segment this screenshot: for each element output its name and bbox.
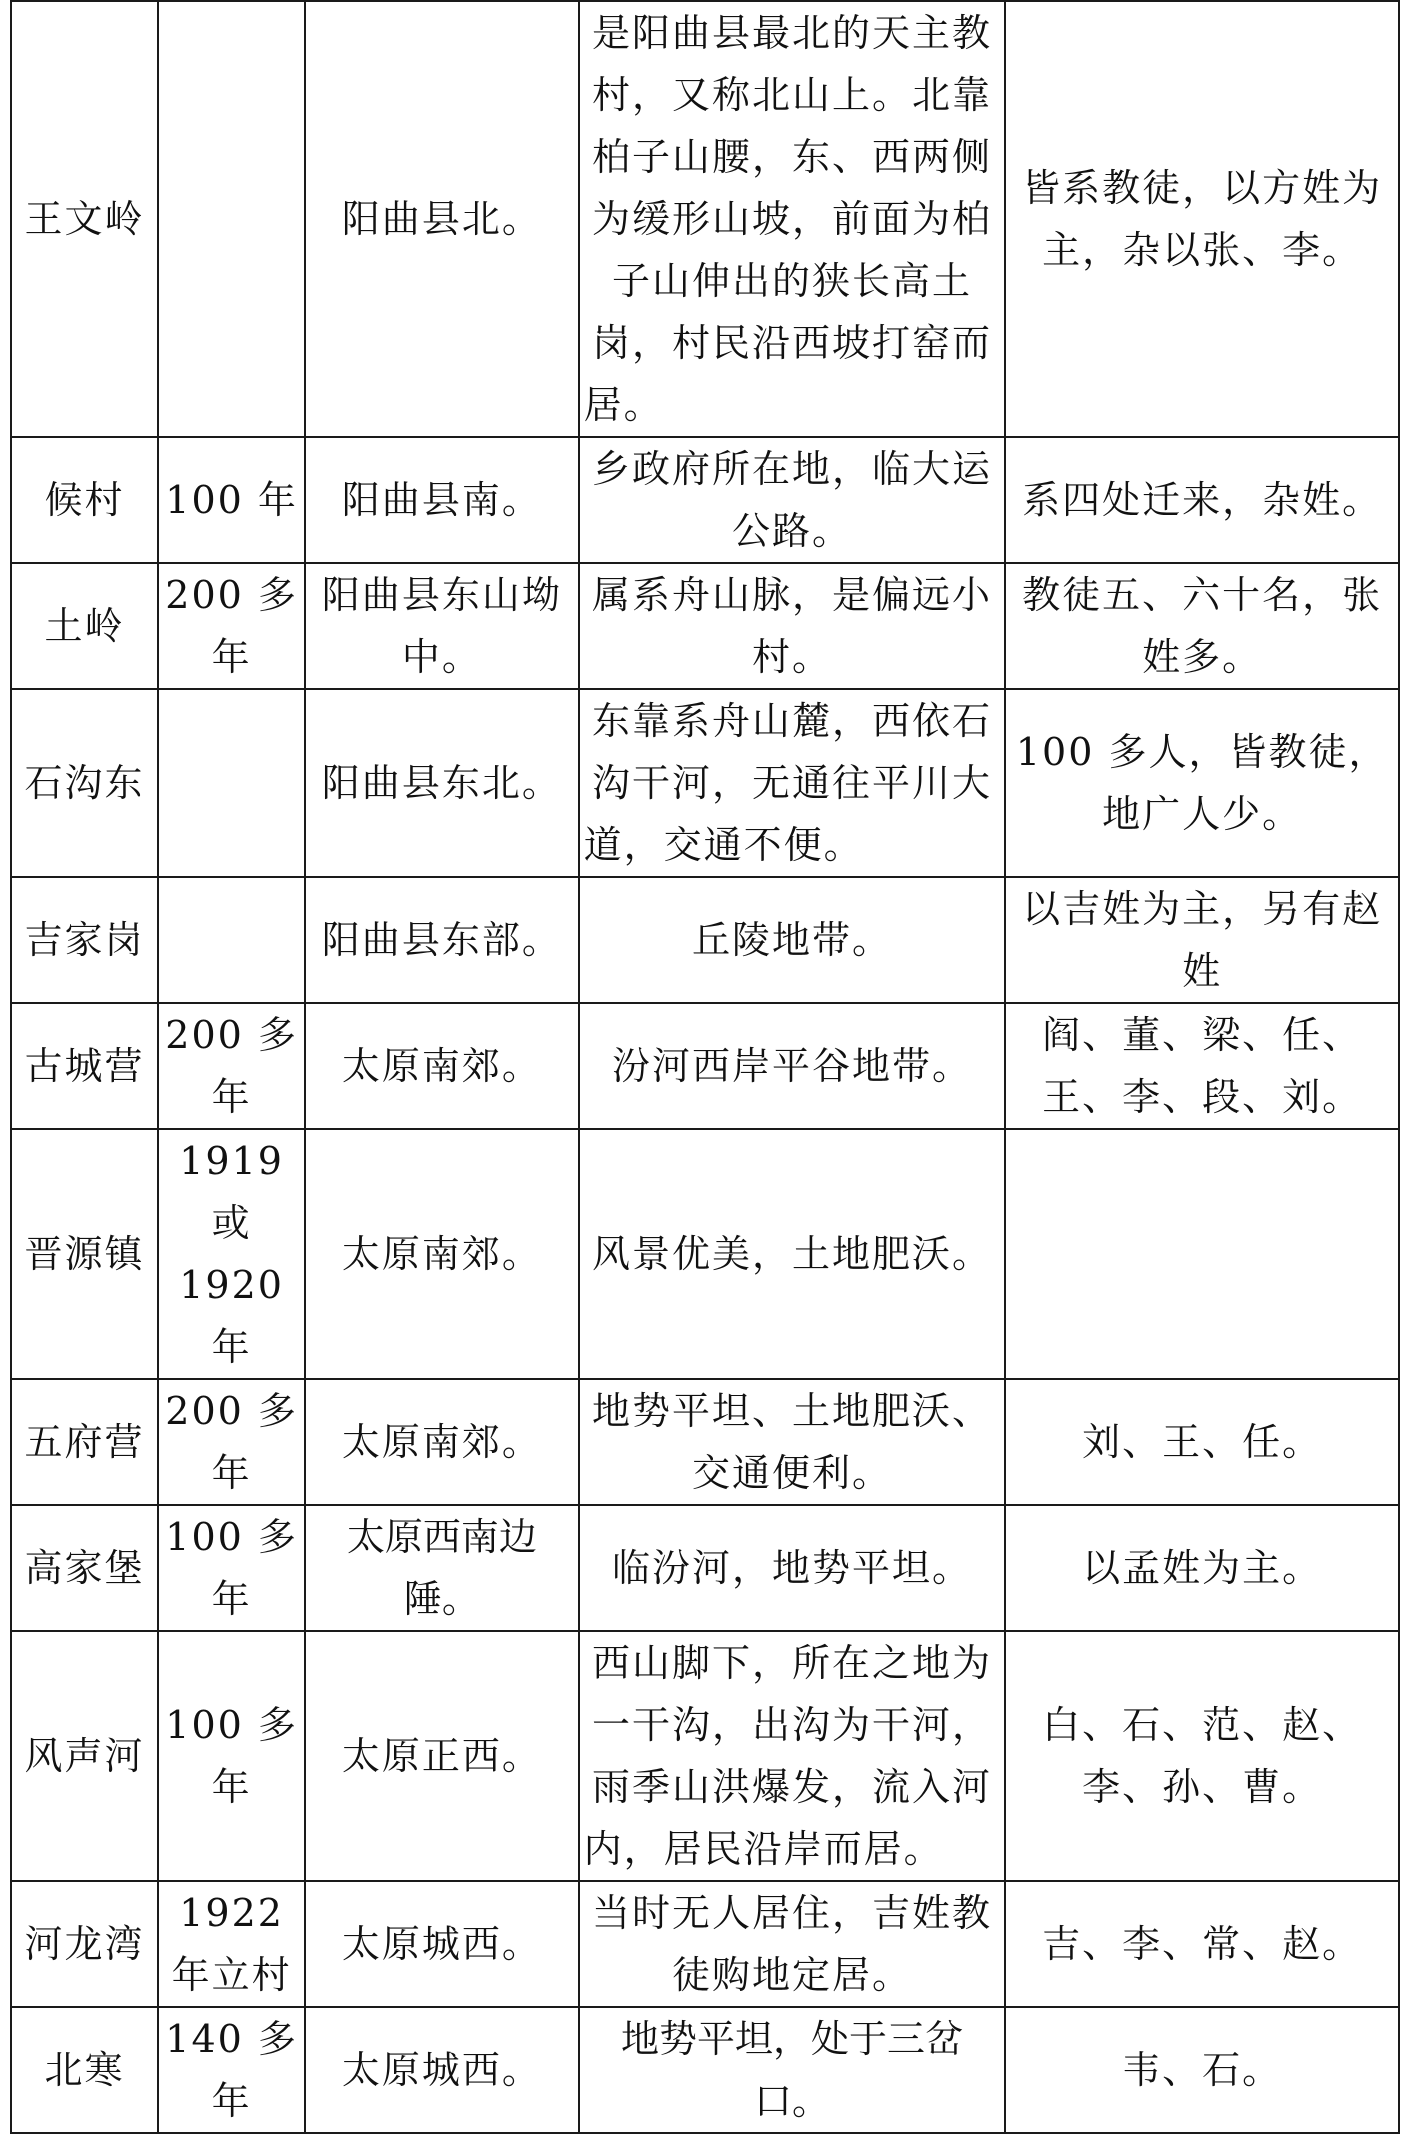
cell-residents: 白、石、范、赵、李、孙、曹。 (1005, 1631, 1399, 1881)
cell-location: 太原南郊。 (305, 1129, 578, 1379)
cell-terrain: 东靠系舟山麓，西依石沟干河，无通往平川大道，交通不便。 (579, 689, 1006, 877)
cell-age (158, 689, 305, 877)
cell-location: 太原西南边陲。 (305, 1505, 578, 1631)
cell-location: 阳曲县南。 (305, 437, 578, 563)
cell-terrain: 西山脚下，所在之地为一干沟，出沟为干河，雨季山洪爆发，流入河内，居民沿岸而居。 (579, 1631, 1006, 1881)
table-row (11, 1129, 1399, 1379)
cell-age: 100 年 (158, 437, 305, 563)
cell-terrain: 地势平坦，处于三岔口。 (579, 2007, 1006, 2133)
cell-residents: 刘、王、任。 (1005, 1379, 1399, 1505)
cell-age (158, 877, 305, 1003)
table-row (11, 2007, 1399, 2133)
cell-village: 晋源镇 (11, 1129, 158, 1379)
cell-residents: 韦、石。 (1005, 2007, 1399, 2133)
cell-location: 太原城西。 (305, 1881, 578, 2007)
cell-location: 太原南郊。 (305, 1379, 578, 1505)
cell-residents: 阎、董、梁、任、王、李、段、刘。 (1005, 1003, 1399, 1129)
cell-residents (1005, 1129, 1399, 1379)
cell-age: 1922 年立村 (158, 1881, 305, 2007)
cell-village: 吉家岗 (11, 877, 158, 1003)
cell-age (158, 1, 305, 437)
table-row (11, 1, 1399, 437)
cell-location: 阳曲县东山坳中。 (305, 563, 578, 689)
cell-terrain: 风景优美，土地肥沃。 (579, 1129, 1006, 1379)
cell-village: 五府营 (11, 1379, 158, 1505)
table-row (11, 437, 1399, 563)
table-row (11, 563, 1399, 689)
cell-village: 王文岭 (11, 1, 158, 437)
cell-village: 河龙湾 (11, 1881, 158, 2007)
cell-age: 200 多年 (158, 1379, 305, 1505)
table-row (11, 1505, 1399, 1631)
cell-age: 100 多年 (158, 1631, 305, 1881)
cell-residents: 教徒五、六十名，张姓多。 (1005, 563, 1399, 689)
cell-residents: 以孟姓为主。 (1005, 1505, 1399, 1631)
cell-residents: 100 多人，皆教徒，地广人少。 (1005, 689, 1399, 877)
table-row (11, 1379, 1399, 1505)
table-row (11, 689, 1399, 877)
table-row (11, 1003, 1399, 1129)
cell-location: 太原南郊。 (305, 1003, 578, 1129)
village-table (10, 0, 1400, 2134)
cell-residents: 吉、李、常、赵。 (1005, 1881, 1399, 2007)
cell-terrain: 属系舟山脉，是偏远小村。 (579, 563, 1006, 689)
cell-village: 候村 (11, 437, 158, 563)
cell-terrain: 丘陵地带。 (579, 877, 1006, 1003)
cell-terrain: 是阳曲县最北的天主教村，又称北山上。北靠柏子山腰，东、西两侧为缓形山坡，前面为柏子山伸出的狭长高土岗，村民沿西坡打窑而居。 (579, 1, 1006, 437)
cell-village: 土岭 (11, 563, 158, 689)
cell-residents: 以吉姓为主，另有赵姓 (1005, 877, 1399, 1003)
cell-terrain: 当时无人居住，吉姓教徒购地定居。 (579, 1881, 1006, 2007)
cell-terrain: 临汾河，地势平坦。 (579, 1505, 1006, 1631)
cell-village: 北寒 (11, 2007, 158, 2133)
cell-age: 1919 或 1920 年 (158, 1129, 305, 1379)
cell-village: 石沟东 (11, 689, 158, 877)
cell-location: 太原正西。 (305, 1631, 578, 1881)
cell-location: 太原城西。 (305, 2007, 578, 2133)
cell-village: 高家堡 (11, 1505, 158, 1631)
cell-village: 风声河 (11, 1631, 158, 1881)
cell-age: 100 多年 (158, 1505, 305, 1631)
cell-age: 200 多年 (158, 1003, 305, 1129)
cell-age: 200 多年 (158, 563, 305, 689)
cell-location: 阳曲县东部。 (305, 877, 578, 1003)
cell-terrain: 汾河西岸平谷地带。 (579, 1003, 1006, 1129)
cell-age: 140 多年 (158, 2007, 305, 2133)
table-row (11, 1881, 1399, 2007)
cell-terrain: 地势平坦、土地肥沃、交通便利。 (579, 1379, 1006, 1505)
cell-location: 阳曲县北。 (305, 1, 578, 437)
table-row (11, 877, 1399, 1003)
cell-residents: 皆系教徒，以方姓为主，杂以张、李。 (1005, 1, 1399, 437)
cell-location: 阳曲县东北。 (305, 689, 578, 877)
cell-terrain: 乡政府所在地，临大运公路。 (579, 437, 1006, 563)
cell-village: 古城营 (11, 1003, 158, 1129)
cell-residents: 系四处迁来，杂姓。 (1005, 437, 1399, 563)
table-row (11, 1631, 1399, 1881)
